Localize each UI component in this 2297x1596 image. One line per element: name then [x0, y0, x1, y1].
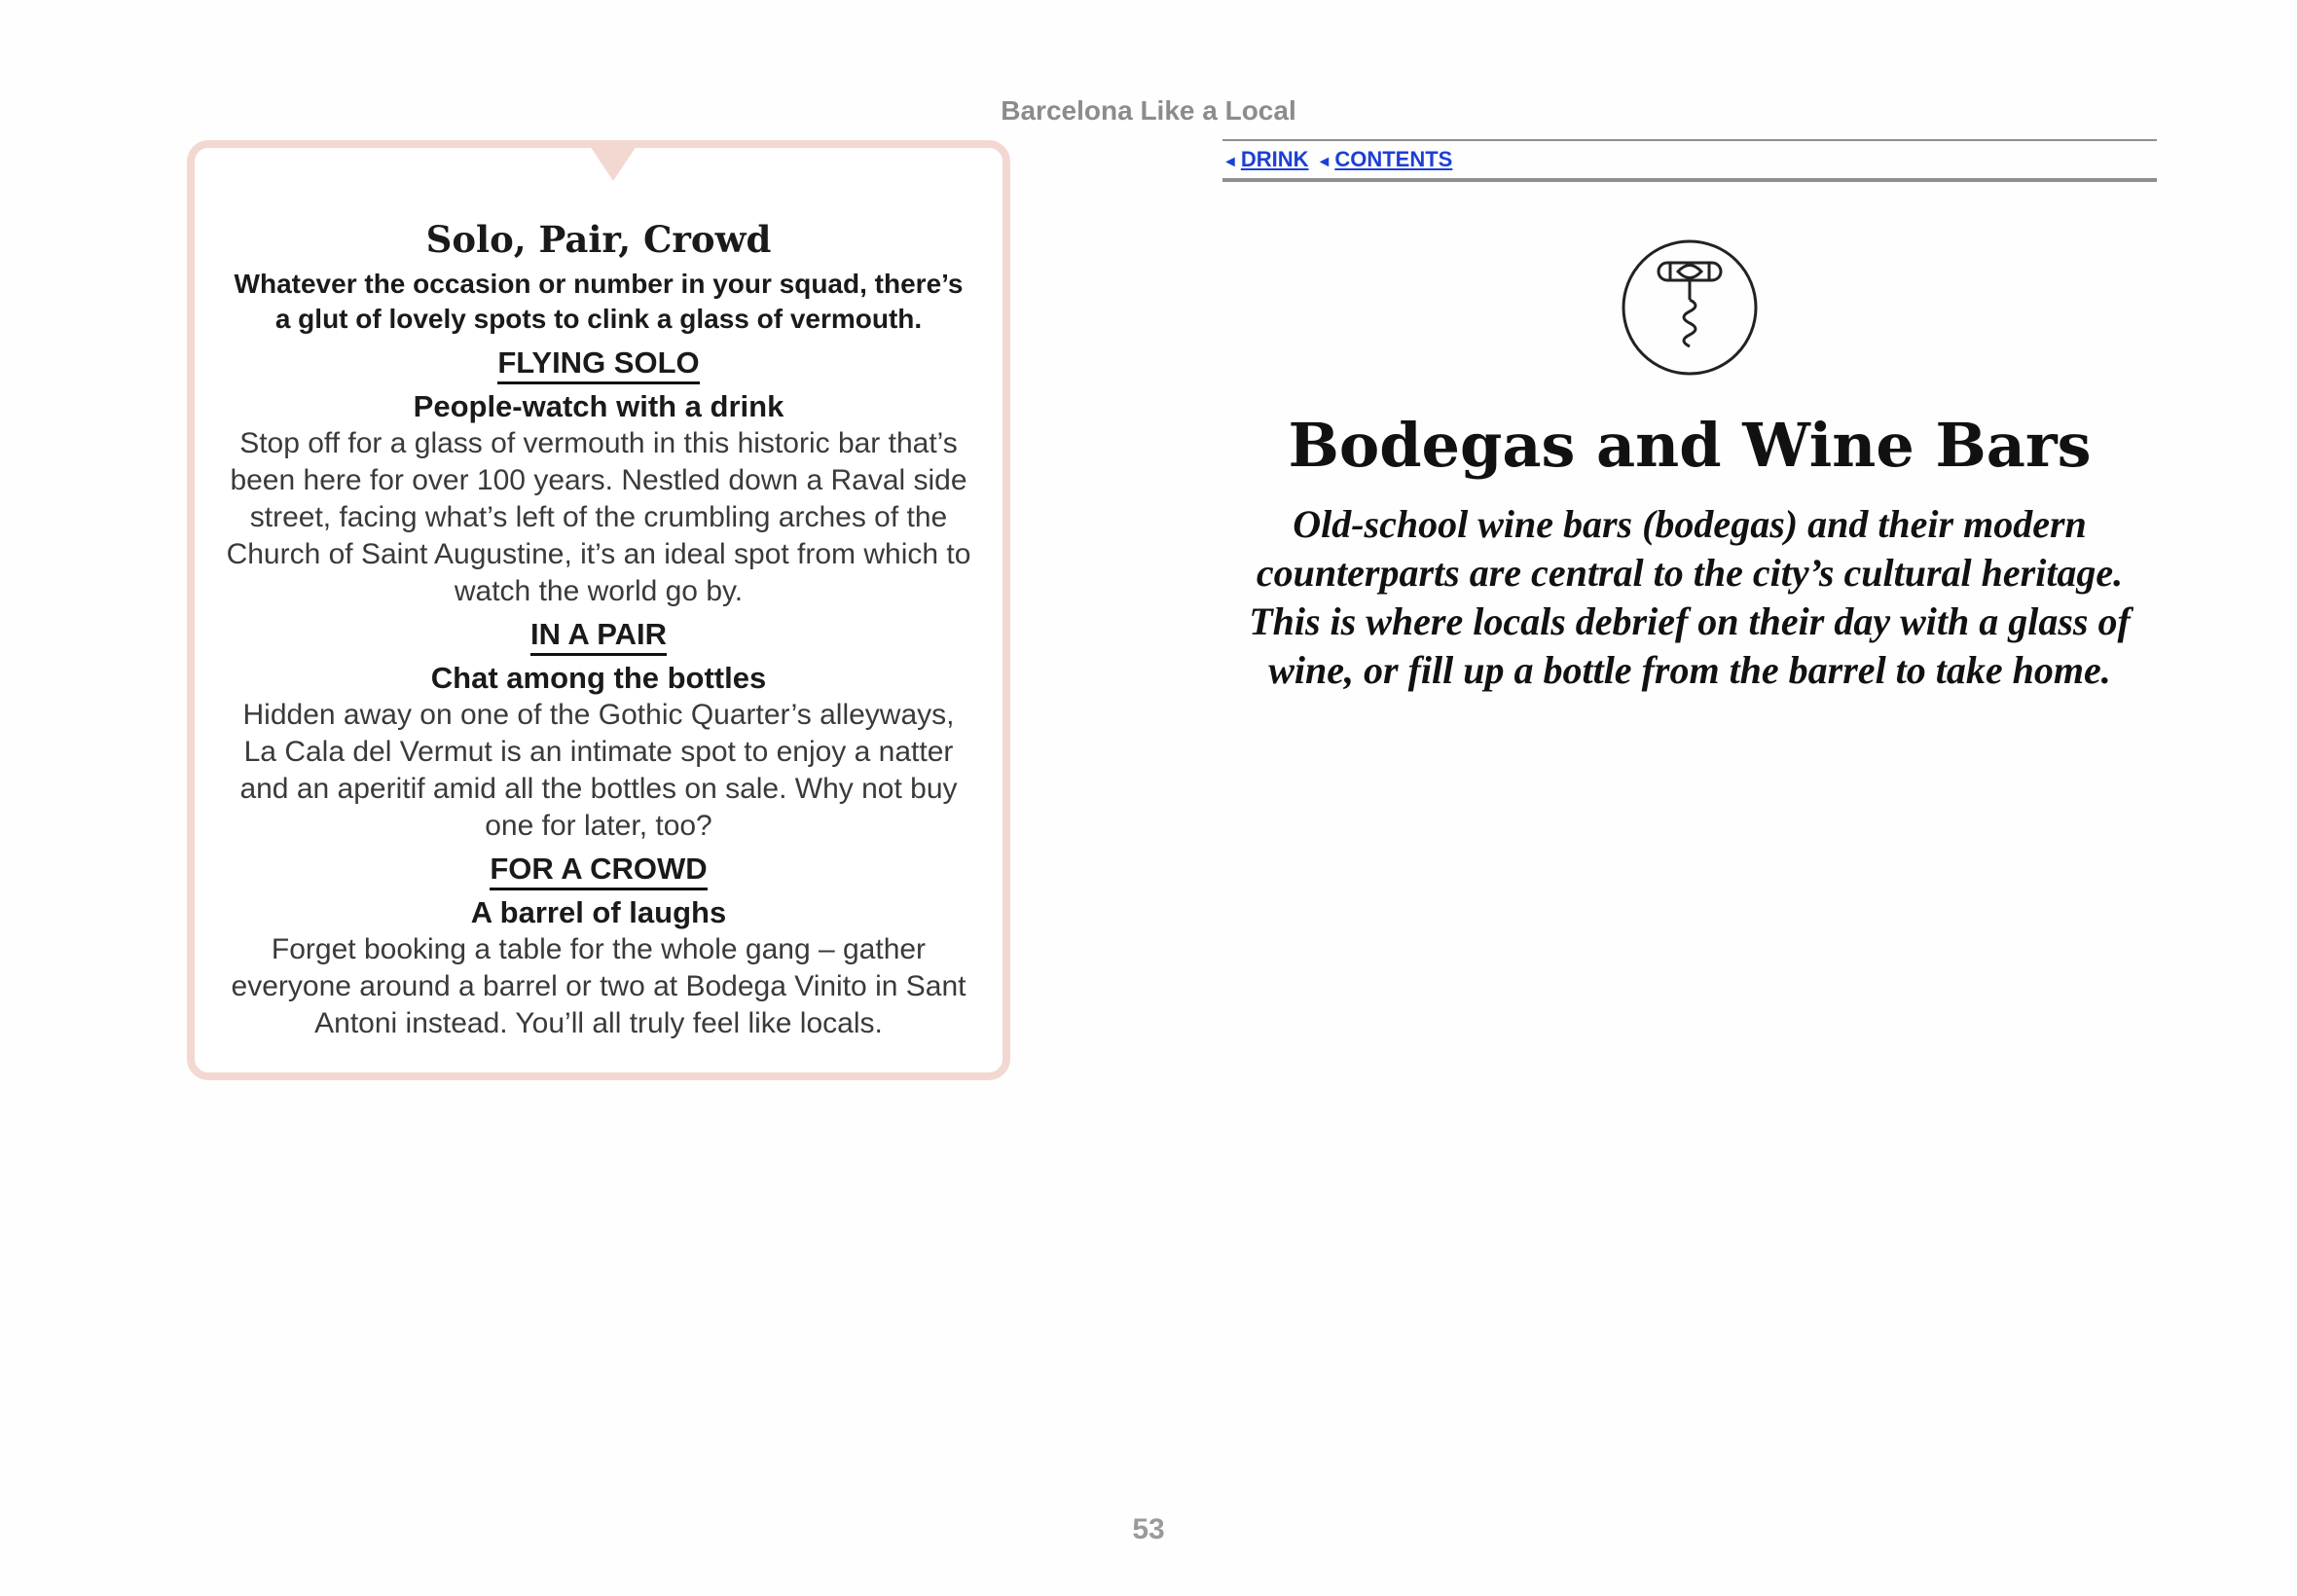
callout-content	[224, 218, 973, 1048]
nav-link-drink[interactable]	[1222, 147, 1309, 172]
section-body: Stop off for a glass of vermouth in this historic bar that’s been here for over 100 years. Nestled down a Raval side street, facing what’s left of the crumbling arches of the Church of Saint Augustine, it’s an ideal spot from which to watch the world go by.	[226, 427, 971, 607]
section-heading: FOR A CROWD	[490, 851, 707, 890]
back-arrow-icon: ◄	[1222, 154, 1238, 170]
corkscrew-icon	[1620, 237, 1760, 378]
page-number: 53	[1132, 1513, 1165, 1545]
section-body: Forget booking a table for the whole gang – gather everyone around a barrel or two at Bodega Vinito in Sant Antoni instead. You’ll all truly feel like locals.	[231, 933, 966, 1039]
book-title: Barcelona Like a Local	[1001, 95, 1296, 126]
callout-intro: Whatever the occasion or number in your squad, there’s a glut of lovely spots to clink a glass of vermouth.	[234, 269, 964, 334]
section-flying-solo	[224, 345, 973, 610]
callout-box	[187, 140, 1010, 1080]
nav-link-contents-label: CONTENTS	[1334, 147, 1453, 171]
section-in-a-pair	[224, 616, 973, 845]
section-heading: FLYING SOLO	[497, 345, 699, 384]
callout-title: Solo, Pair, Crowd	[425, 218, 772, 261]
section-subheading: Chat among the bottles	[430, 661, 767, 695]
nav-link-contents[interactable]	[1317, 147, 1453, 172]
chapter-nav-bar	[1222, 139, 2157, 182]
back-arrow-icon: ◄	[1316, 154, 1332, 170]
section-body: Hidden away on one of the Gothic Quarter’s alleyways, La Cala del Vermut is an intimate spot to enjoy a natter and an aperitif amid all the bottles on sale. Why not buy one for later, too?	[239, 699, 958, 842]
nav-link-drink-label: DRINK	[1240, 147, 1309, 171]
section-heading: IN A PAIR	[530, 616, 667, 656]
section-subheading: A barrel of laughs	[470, 895, 727, 929]
section-subheading: People-watch with a drink	[413, 389, 784, 423]
chapter-title: Bodegas and Wine Bars	[1288, 410, 2092, 481]
callout-notch	[586, 140, 640, 181]
section-for-a-crowd	[224, 851, 973, 1042]
chapter-intro: Old-school wine bars (bodegas) and their modern counterparts are central to the city’s cultural heritage. This is where locals debrief on their day with a glass of wine, or fill up a bottle from the barrel to take home.	[1249, 502, 2131, 692]
